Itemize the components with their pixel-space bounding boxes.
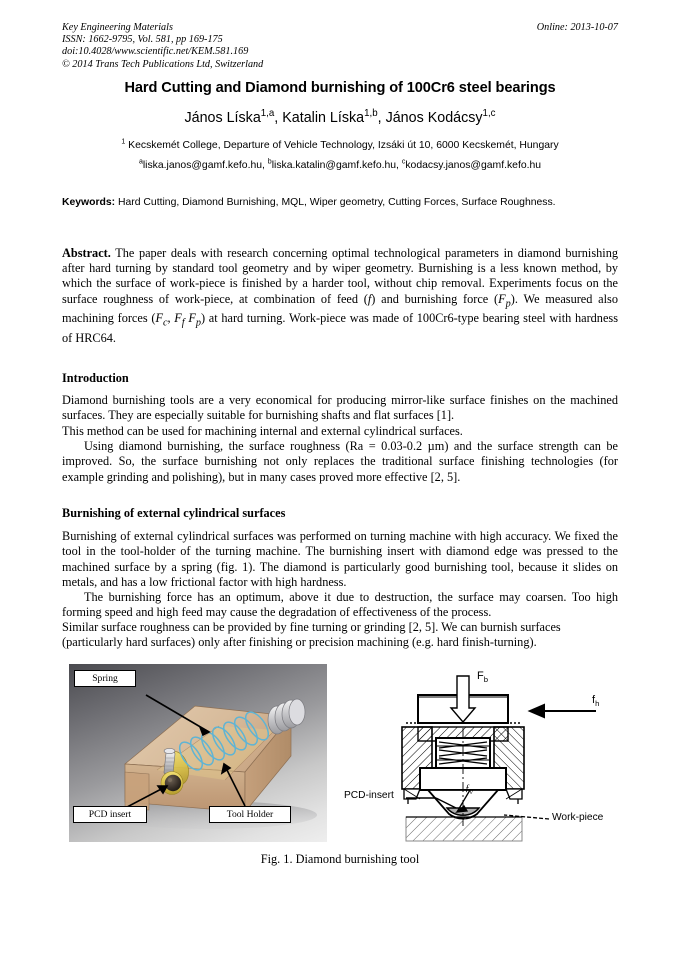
callout-pcd-insert: PCD insert bbox=[73, 806, 147, 823]
label-nose-radius: $ƒ_v$ bbox=[465, 784, 473, 796]
set-screw bbox=[164, 748, 175, 774]
label-burnishing-force: $F_b$ bbox=[477, 670, 489, 685]
feed-arrow bbox=[530, 705, 596, 717]
affiliation-text: Kecskemét College, Departure of Vehicle Technology, Izsáki út 10, 6000 Kecskemét, Hungary bbox=[128, 140, 559, 151]
figure-1 bbox=[62, 662, 618, 844]
abstract-var-Fp2: F bbox=[188, 311, 196, 326]
email-a-marker: a bbox=[138, 158, 143, 166]
figure-1-caption: Fig. 1. Diamond burnishing tool bbox=[260, 852, 420, 866]
abstract-text-3: ). We measured also machining forces ( bbox=[62, 291, 618, 326]
figure-1-right-schematic bbox=[344, 662, 618, 842]
email-c-marker: c bbox=[401, 158, 406, 166]
burnishing-paragraph-3: Similar surface roughness can be provided by fine turning or grinding [2, 5]. We can burnish surfaces (particularly hard surfaces) only after finishing or precision machining (e.g. hard finish-turning). bbox=[62, 620, 561, 650]
abstract-text-6: ) at hard turning. Work-piece was made of 100Cr6-type bearing steel with hardness of HRC64. bbox=[62, 311, 618, 345]
journal-header bbox=[62, 22, 618, 71]
abstract-label: Abstract. bbox=[62, 246, 111, 260]
abstract-block bbox=[62, 246, 618, 346]
burnishing-paragraph-1: Burnishing of external cylindrical surfaces was performed on turning machine with high accuracy. We fixed the tool in the tool-holder of the turning machine. The burnishing insert with diamond edge was pressed to the machined surface by a spring (fig. 1). The diamond is particularly good burnishing tool, because it slides on metals, and has a low frictional factor with high hardness. bbox=[62, 529, 618, 589]
figure-1-left-render bbox=[69, 664, 327, 842]
author-sep-1: , bbox=[274, 110, 283, 126]
journal-doi: doi:10.4028/www.scientific.net/KEM.581.169 bbox=[62, 46, 249, 58]
section-heading-introduction: Introduction bbox=[62, 371, 129, 385]
keywords-text: Hard Cutting, Diamond Burnishing, MQL, Wiper geometry, Cutting Forces, Surface Roughness. bbox=[115, 197, 556, 208]
section-heading-burnishing: Burnishing of external cylindrical surfaces bbox=[62, 506, 286, 520]
keywords-label: Keywords: bbox=[62, 197, 116, 208]
journal-issn: ISSN: 1662-9795, Vol. 581, pp 169-175 bbox=[62, 34, 223, 46]
burnishing-paragraph-2: The burnishing force has an optimum, above it due to destruction, the surface may coarsen. Too high forming speed and high feed may cause the degradation of effectiveness of the process. bbox=[62, 590, 618, 620]
abstract-text-2: ) and burnishing force ( bbox=[371, 291, 499, 306]
keywords-block bbox=[62, 196, 618, 210]
threaded-end-cap bbox=[268, 699, 305, 734]
author-list bbox=[50, 110, 630, 126]
email-a[interactable]: liska.janos@gamf.kefo.hu, bbox=[142, 160, 268, 171]
work-piece-block bbox=[406, 817, 522, 841]
abstract-var-Ff: F bbox=[174, 311, 182, 326]
abstract-text-4: , bbox=[167, 311, 175, 326]
intro-paragraph-1: Diamond burnishing tools are a very economical for producing mirror-like surface finishes on the machined surfaces. They are especially suitable for burnishing shafts and flat surfaces [1]. bbox=[62, 393, 618, 423]
abstract-var-Fc: F bbox=[155, 311, 163, 326]
label-work-piece: Work-piece bbox=[552, 812, 604, 823]
callout-tool-holder: Tool Holder bbox=[209, 806, 291, 823]
author-emails bbox=[50, 160, 630, 171]
abstract-var-Fp: F bbox=[498, 291, 506, 306]
author-2-affil-marker: 1,b bbox=[364, 108, 378, 120]
email-c[interactable]: kodacsy.janos@gamf.kefo.hu bbox=[405, 160, 542, 171]
abstract-var-Fc-sub: c bbox=[162, 317, 168, 329]
author-1-name: János Líska bbox=[184, 110, 261, 126]
author-3-name: János Kodácsy bbox=[385, 110, 483, 126]
author-3-affil-marker: 1,c bbox=[482, 108, 496, 120]
abstract-var-Ff-sub: f bbox=[181, 317, 185, 329]
author-1-affil-marker: 1,a bbox=[260, 108, 275, 120]
affiliation bbox=[50, 140, 630, 151]
online-date: Online: 2013-10-07 bbox=[536, 22, 618, 33]
abstract-text-1: The paper deals with research concerning optimal technological parameters in diamond burnishing after hard turning by standard tool geometry and by wiper geometry. Burnishing is a less known method, by which the surface of work-piece is finished by a harder tool, without chip removal. Experiments focus on the surface roughness of work-piece, at combination of feed ( bbox=[62, 246, 618, 306]
label-pcd-insert: PCD-insert bbox=[344, 790, 394, 801]
abstract-var-Fp-sub: p bbox=[505, 298, 511, 310]
intro-paragraph-3: Using diamond burnishing, the surface roughness (Ra = 0.03-0.2 µm) and the surface strength can be improved. So, the surface burnishing not only replaces the traditional surface finishing technologies (for example grinding and polishing), but in many cases proved more effective [2, 5]. bbox=[62, 439, 618, 484]
label-feed: $f_h$ bbox=[592, 694, 600, 709]
author-sep-2: , bbox=[377, 110, 386, 126]
callout-spring: Spring bbox=[74, 670, 136, 687]
abstract-var-f: f bbox=[367, 291, 372, 306]
abstract-var-Fp2-sub: p bbox=[195, 317, 201, 329]
email-b-marker: b bbox=[267, 158, 272, 166]
intro-paragraph-2: This method can be used for machining internal and external cylindrical surfaces. bbox=[62, 424, 463, 438]
journal-name: Key Engineering Materials bbox=[62, 22, 173, 33]
email-b[interactable]: liska.katalin@gamf.kefo.hu, bbox=[271, 160, 402, 171]
page-title: Hard Cutting and Diamond burnishing of 100Cr6 steel bearings bbox=[124, 80, 556, 96]
affiliation-marker: 1 bbox=[121, 138, 126, 146]
author-2-name: Katalin Líska bbox=[282, 110, 365, 126]
journal-copyright: © 2014 Trans Tech Publications Ltd, Switzerland bbox=[62, 58, 264, 70]
